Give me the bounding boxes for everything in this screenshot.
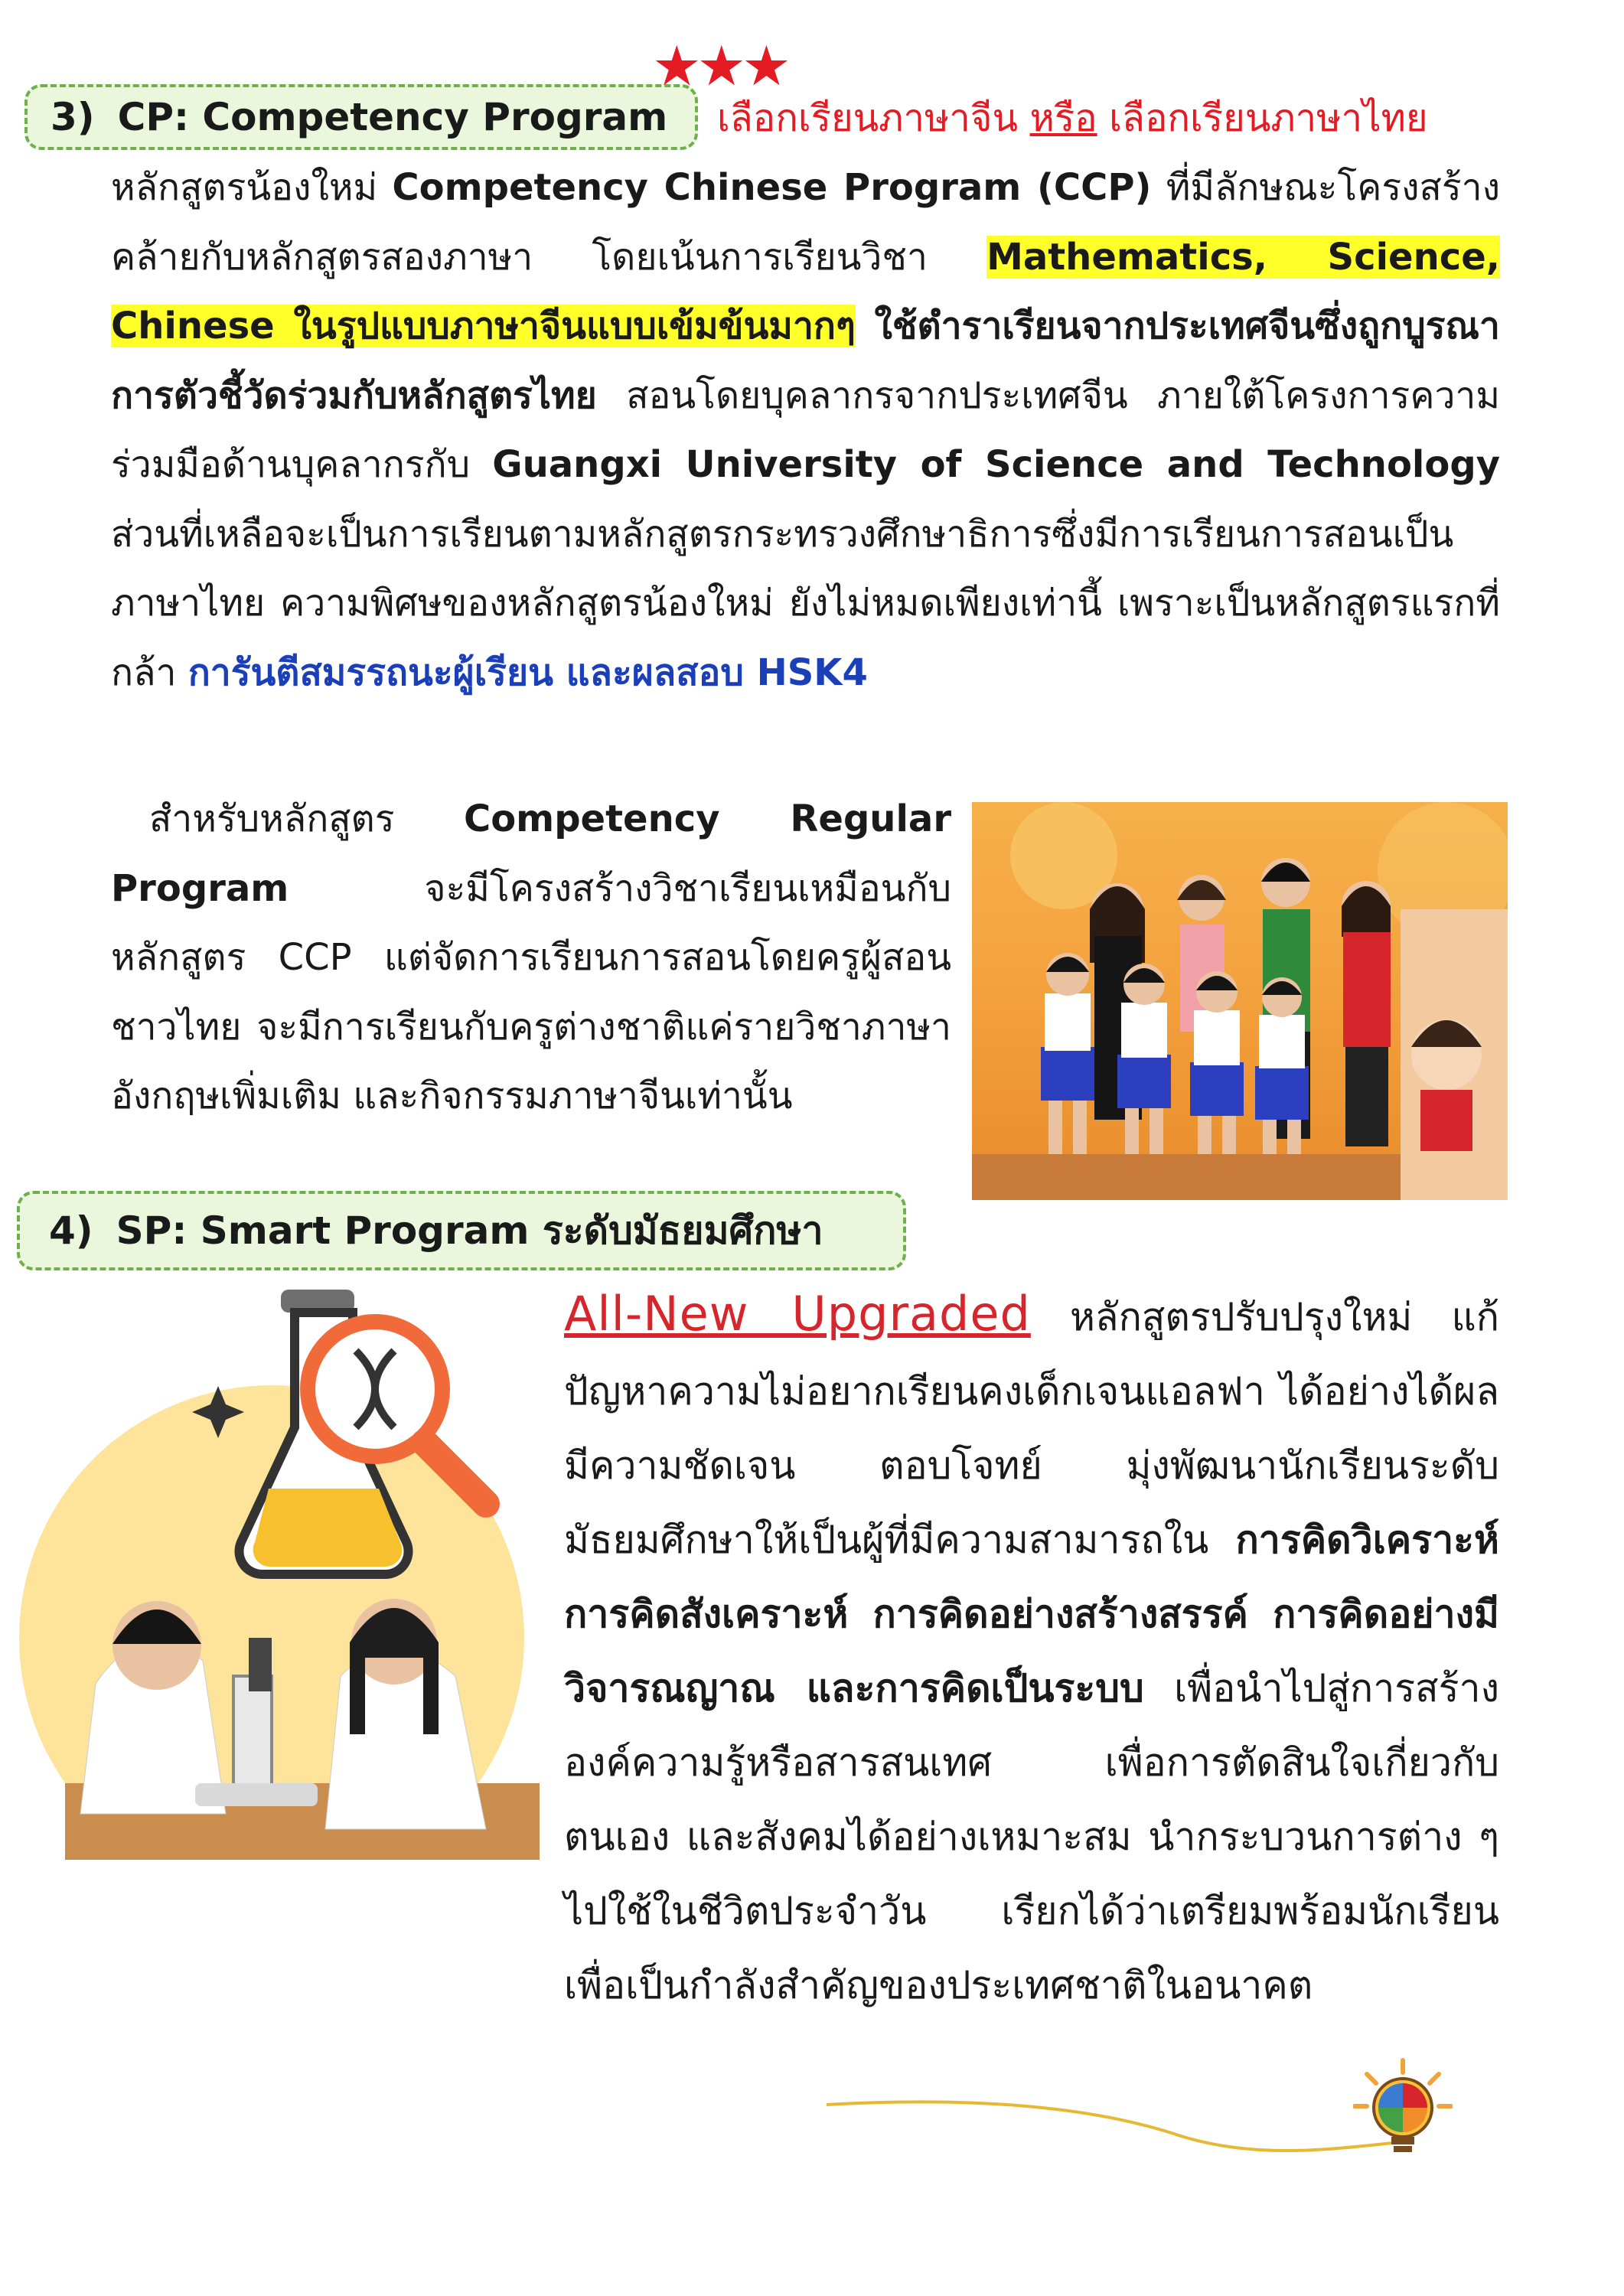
or-underlined: หรือ xyxy=(1029,96,1097,140)
all-new-upgraded: All-New Upgraded xyxy=(564,1286,1031,1342)
section3-number: 3) xyxy=(51,95,95,139)
smart-program-paragraph: All-New Upgraded หลักสูตรปรับปรุงใหม่ แก้ปัญหาความไม่อยากเรียนคงเด็กเจนแอลฟา ได้อย่างได้ผล มีความชัดเจน ตอบโจทย์ มุ่งพัฒนานักเรียนระดับมัธยมศึกษาให้เป็นผู้ที่มีความสามารถใน การคิดวิเคราะห์ การคิดสังเคราะห์ การคิดอย่างสร้างสรรค์ การคิดอย่างมีวิจารณญาณ และการคิดเป็นระบบ เพื่อนำไปสู่การสร้างองค์ความรู้หรือสารสนเทศ เพื่อการตัดสินใจเกี่ยวกับตนเอง และสังคมได้อย่างเหมาะสม นำกระบวนการต่าง ๆ ไปใช้ในชีวิตประจำวัน เรียกได้ว่าเตรียมพร้อมนักเรียน เพื่อเป็นกำลังสำคัญของประเทศชาติในอนาคต xyxy=(564,1286,1499,2007)
highlighted-subjects: Mathematics, Science, Chinese ในรูปแบบภาษาจีนแบบเข้มข้นมากๆ xyxy=(111,235,1500,347)
hsk4-guarantee: การันตีสมรรถนะผู้เรียน และผลสอบ HSK4 xyxy=(188,651,868,694)
students-teachers-photo xyxy=(972,802,1508,1200)
section3-title: CP: Competency Program xyxy=(117,95,668,139)
section4-title: SP: Smart Program ระดับมัธยมศึกษา xyxy=(116,1208,823,1253)
section4-banner xyxy=(17,1191,906,1270)
stars-icon: ★★★ xyxy=(652,34,787,98)
section4-number: 4) xyxy=(49,1208,93,1253)
section3-choice-note: เลือกเรียนภาษาจีน หรือ เลือกเรียนภาษาไทย xyxy=(717,96,1428,140)
decorative-curve xyxy=(827,2089,1393,2158)
ccp-paragraph: หลักสูตรน้องใหม่ Competency Chinese Program (CCP) ที่มีลักษณะโครงสร้างคล้ายกับหลักสูตรสองภาษา โดยเน้นการเรียนวิชา Mathematics, Science, Chinese ในรูปแบบภาษาจีนแบบเข้มข้นมากๆ ใช้ตำราเรียนจากประเทศจีนซึ่งถูกบูรณาการตัวชี้วัดร่วมกับหลักสูตรไทย สอนโดยบุคลากรจากประเทศจีน ภายใต้โครงการความร่วมมือด้านบุคลากรกับ Guangxi University of Science and Technology ส่วนที่เหลือจะเป็นการเรียนตามหลักสูตรกระทรวงศึกษาธิการซึ่งมีการเรียนการสอนเป็นภาษาไทย ความพิศษของหลักสูตรน้องใหม่ ยังไม่หมดเพียงเท่านี้ เพราะเป็นหลักสูตรแรกที่กล้า การันตีสมรรถนะผู้เรียน และผลสอบ HSK4 xyxy=(111,166,1501,694)
flask-dna-magnifier-icon xyxy=(11,1278,547,1860)
crp-paragraph: สำหรับหลักสูตร Competency Regular Program จะมีโครงสร้างวิชาเรียนเหมือนกับหลักสูตร CCP แต่จัดการเรียนการสอนโดยครูผู้สอนชาวไทย จะมีการเรียนกับครูต่างชาติแค่รายวิชาภาษาอังกฤษเพิ่มเติม และกิจกรรมภาษาจีนเท่านั้น xyxy=(111,797,951,1117)
lightbulb-logo-icon xyxy=(1353,2057,1453,2164)
section3-banner xyxy=(24,84,698,150)
